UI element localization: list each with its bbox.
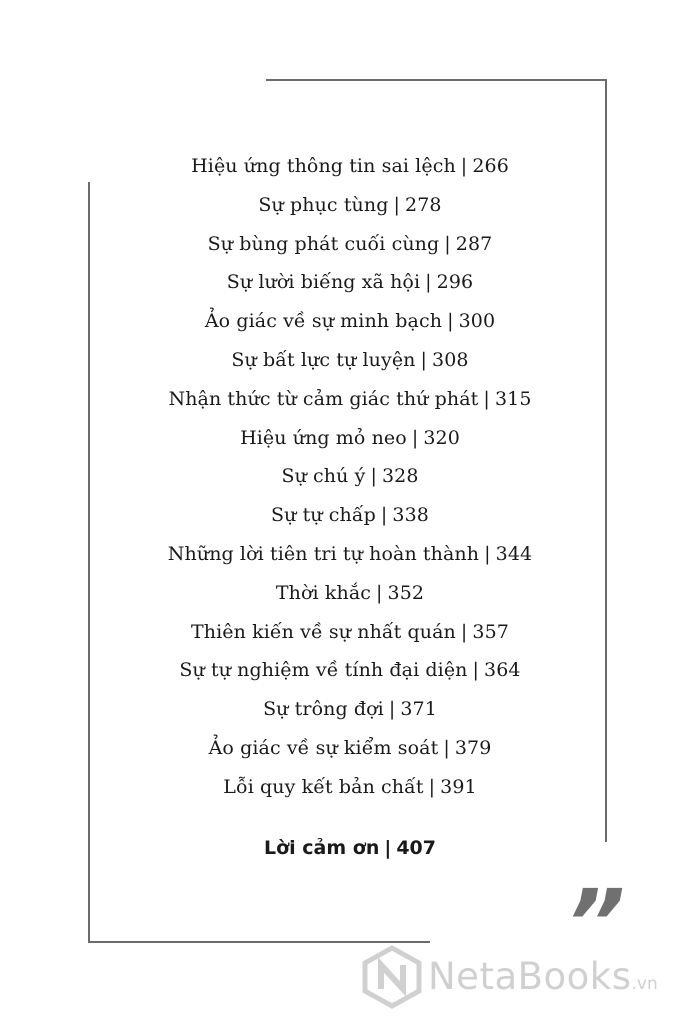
watermark-brand: NetaBooks xyxy=(428,955,632,998)
toc-separator: | xyxy=(380,504,388,527)
toc-entry-title: Thời khắc xyxy=(275,581,371,604)
toc-entry-title: Thiên kiến về sự nhất quán xyxy=(190,620,456,643)
toc-separator: | xyxy=(393,193,401,216)
toc-entry xyxy=(100,690,600,729)
acknowledgements-entry xyxy=(100,829,600,867)
toc-entry-page: 357 xyxy=(472,620,509,643)
toc-separator: | xyxy=(425,271,432,294)
toc-entry xyxy=(100,496,600,535)
toc-entry xyxy=(100,263,600,302)
toc-entry-title: Những lời tiên tri tự hoàn thành xyxy=(167,542,480,565)
toc-entry-title: Hiệu ứng thông tin sai lệch xyxy=(191,155,456,177)
netabooks-logo-icon xyxy=(362,945,422,1009)
toc-entry xyxy=(100,457,600,496)
toc-entry xyxy=(100,768,600,807)
toc-entry xyxy=(100,535,600,574)
toc-entry-page: 352 xyxy=(387,581,425,604)
toc-entry-title: Sự bất lực tự luyện xyxy=(231,348,416,371)
frame-line-left xyxy=(88,182,90,943)
frame-line-right xyxy=(605,79,607,842)
watermark-text xyxy=(428,955,658,998)
toc-entry xyxy=(100,574,600,613)
toc-entry-page: 315 xyxy=(494,387,532,410)
acknowledgements-page: 407 xyxy=(396,837,436,859)
toc-separator: | xyxy=(444,232,451,255)
toc-entry-page: 287 xyxy=(455,232,493,255)
watermark-suffix: .vn xyxy=(631,974,658,994)
toc-entry-title: Ảo giác về sự kiểm soát xyxy=(208,736,439,759)
toc-entry xyxy=(100,419,600,458)
toc-entry xyxy=(100,302,600,341)
toc-separator: | xyxy=(420,348,428,371)
toc-entry xyxy=(100,186,600,225)
toc-entry xyxy=(100,147,600,186)
toc-separator: | xyxy=(370,465,377,488)
toc-entry-page: 344 xyxy=(495,542,533,565)
toc-separator: | xyxy=(411,426,419,449)
toc-entry-page: 278 xyxy=(405,193,442,216)
toc-entry-title: Ảo giác về sự minh bạch xyxy=(204,310,443,333)
toc-entry xyxy=(100,613,600,652)
toc-separator: | xyxy=(460,155,468,177)
toc-entry-title: Sự trông đợi xyxy=(263,698,384,721)
toc-entry-title: Nhận thức từ cảm giác thứ phát xyxy=(168,387,479,410)
toc-entry-title: Sự tự chấp xyxy=(271,504,376,527)
toc-entry xyxy=(100,341,600,380)
toc-separator: | xyxy=(376,581,383,604)
toc-entry-title: Sự bùng phát cuối cùng xyxy=(207,232,440,255)
toc-entry-title: Lỗi quy kết bản chất xyxy=(223,775,424,798)
toc-entry xyxy=(100,729,600,768)
acknowledgements-title: Lời cảm ơn xyxy=(264,837,380,859)
toc-entry-page: 328 xyxy=(381,465,419,488)
toc-entry-title: Sự chú ý xyxy=(281,465,366,488)
toc-separator: | xyxy=(384,837,392,859)
toc-separator: | xyxy=(428,775,436,798)
toc-entry-title: Sự tự nghiệm về tính đại diện xyxy=(179,659,468,682)
closing-quote-icon: ” xyxy=(566,870,626,977)
toc-separator: | xyxy=(443,736,450,759)
toc-entry-page: 379 xyxy=(454,736,492,759)
toc-entry-title: Sự phục tùng xyxy=(258,193,389,216)
toc-entry-title: Sự lười biếng xã hội xyxy=(226,271,421,294)
toc-entry-page: 391 xyxy=(440,775,477,798)
toc-entry-page: 338 xyxy=(392,504,429,527)
toc-entry-page: 364 xyxy=(484,659,521,682)
toc-separator: | xyxy=(484,542,491,565)
toc-separator: | xyxy=(460,620,468,643)
toc-entry xyxy=(100,651,600,690)
toc-entry-page: 296 xyxy=(436,271,474,294)
table-of-contents xyxy=(100,147,600,807)
toc-separator: | xyxy=(472,659,480,682)
toc-separator: | xyxy=(388,698,396,721)
toc-entry-page: 300 xyxy=(458,310,496,333)
toc-separator: | xyxy=(483,387,490,410)
netabooks-watermark xyxy=(362,945,697,1015)
toc-entry-page: 320 xyxy=(423,426,460,449)
toc-entry-page: 308 xyxy=(432,348,469,371)
toc-entry-page: 266 xyxy=(472,155,509,177)
frame-line-top xyxy=(266,79,607,81)
toc-entry xyxy=(100,380,600,419)
toc-entry-title: Hiệu ứng mỏ neo xyxy=(240,426,407,449)
toc-separator: | xyxy=(447,310,454,333)
toc-entry-page: 371 xyxy=(400,698,437,721)
toc-entry xyxy=(100,225,600,264)
frame-line-bottom xyxy=(88,941,430,943)
